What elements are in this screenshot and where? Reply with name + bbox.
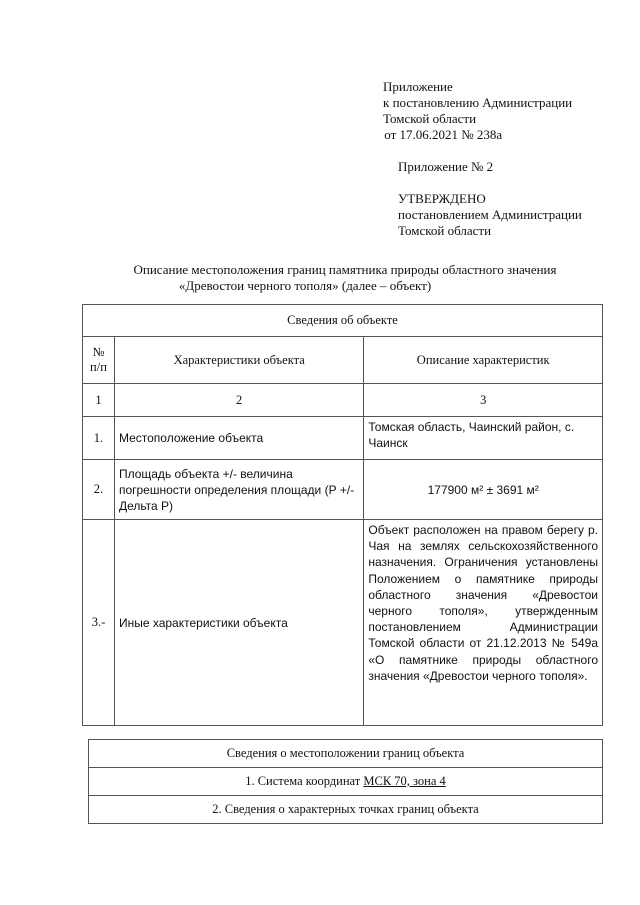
approved-by-line-1: постановлением Администрации (398, 207, 582, 222)
row-3-num: 3.- (83, 520, 115, 726)
row-1-num: 1. (83, 417, 115, 460)
object-info-table (82, 304, 603, 726)
row-2-characteristic: Площадь объекта +/- величина погрешности определения площади (Р +/- Дельта Р) (114, 460, 363, 520)
table-row (83, 520, 603, 726)
appendix-line-2: к постановлению Администрации (383, 95, 573, 110)
header-characteristic: Характеристики объекта (114, 337, 363, 384)
appendix-line-3: Томской области (383, 111, 477, 126)
row-3-description: Объект расположен на правом берегу р. Чая на землях сельскохозяйственного назначения. Ограничения установлены Положением о памятнике природы областного значения «Древостои черного тополя», утвержденным постановлением Администрации Томской области от 21.12.2013 № 549а «О памятнике природы областного значения «Древостои черного тополя». (364, 520, 603, 726)
boundary-info-table (88, 739, 603, 824)
coordinate-system-row (89, 768, 603, 796)
row-3-characteristic: Иные характеристики объекта (114, 520, 363, 726)
header-description: Описание характеристик (364, 337, 603, 384)
table-row (83, 460, 603, 520)
coordinate-system-label: 1. Система координат (245, 774, 364, 788)
coordinate-system-link[interactable]: МСК 70, зона 4 (363, 774, 446, 788)
col-number-2: 2 (114, 384, 363, 417)
heading-line-2: «Древостои черного тополя» (далее – объект) (178, 278, 432, 293)
object-info-title: Сведения об объекте (83, 305, 603, 337)
row-2-num: 2. (83, 460, 115, 520)
col-number-1: 1 (83, 384, 115, 417)
appendix-line-1: Приложение (383, 79, 453, 94)
row-2-description: 177900 м² ± 3691 м² (364, 460, 603, 520)
col-number-3: 3 (364, 384, 603, 417)
boundary-points-row: 2. Сведения о характерных точках границ объекта (89, 796, 603, 824)
row-1-description: Томская область, Чаинский район, с. Чаинск (364, 417, 603, 460)
table-row (83, 417, 603, 460)
heading-line-1: Описание местоположения границ памятника природы областного значения (133, 262, 557, 277)
appendix-2-title: Приложение № 2 (398, 159, 494, 174)
appendix-line-4: от 17.06.2021 № 238а (381, 127, 503, 142)
approved-by-line-2: Томской области (398, 223, 492, 238)
boundary-info-title: Сведения о местоположении границ объекта (89, 740, 603, 768)
approved-label: УТВЕРЖДЕНО (398, 191, 486, 206)
row-1-characteristic: Местоположение объекта (114, 417, 363, 460)
header-num: № п/п (83, 337, 115, 384)
